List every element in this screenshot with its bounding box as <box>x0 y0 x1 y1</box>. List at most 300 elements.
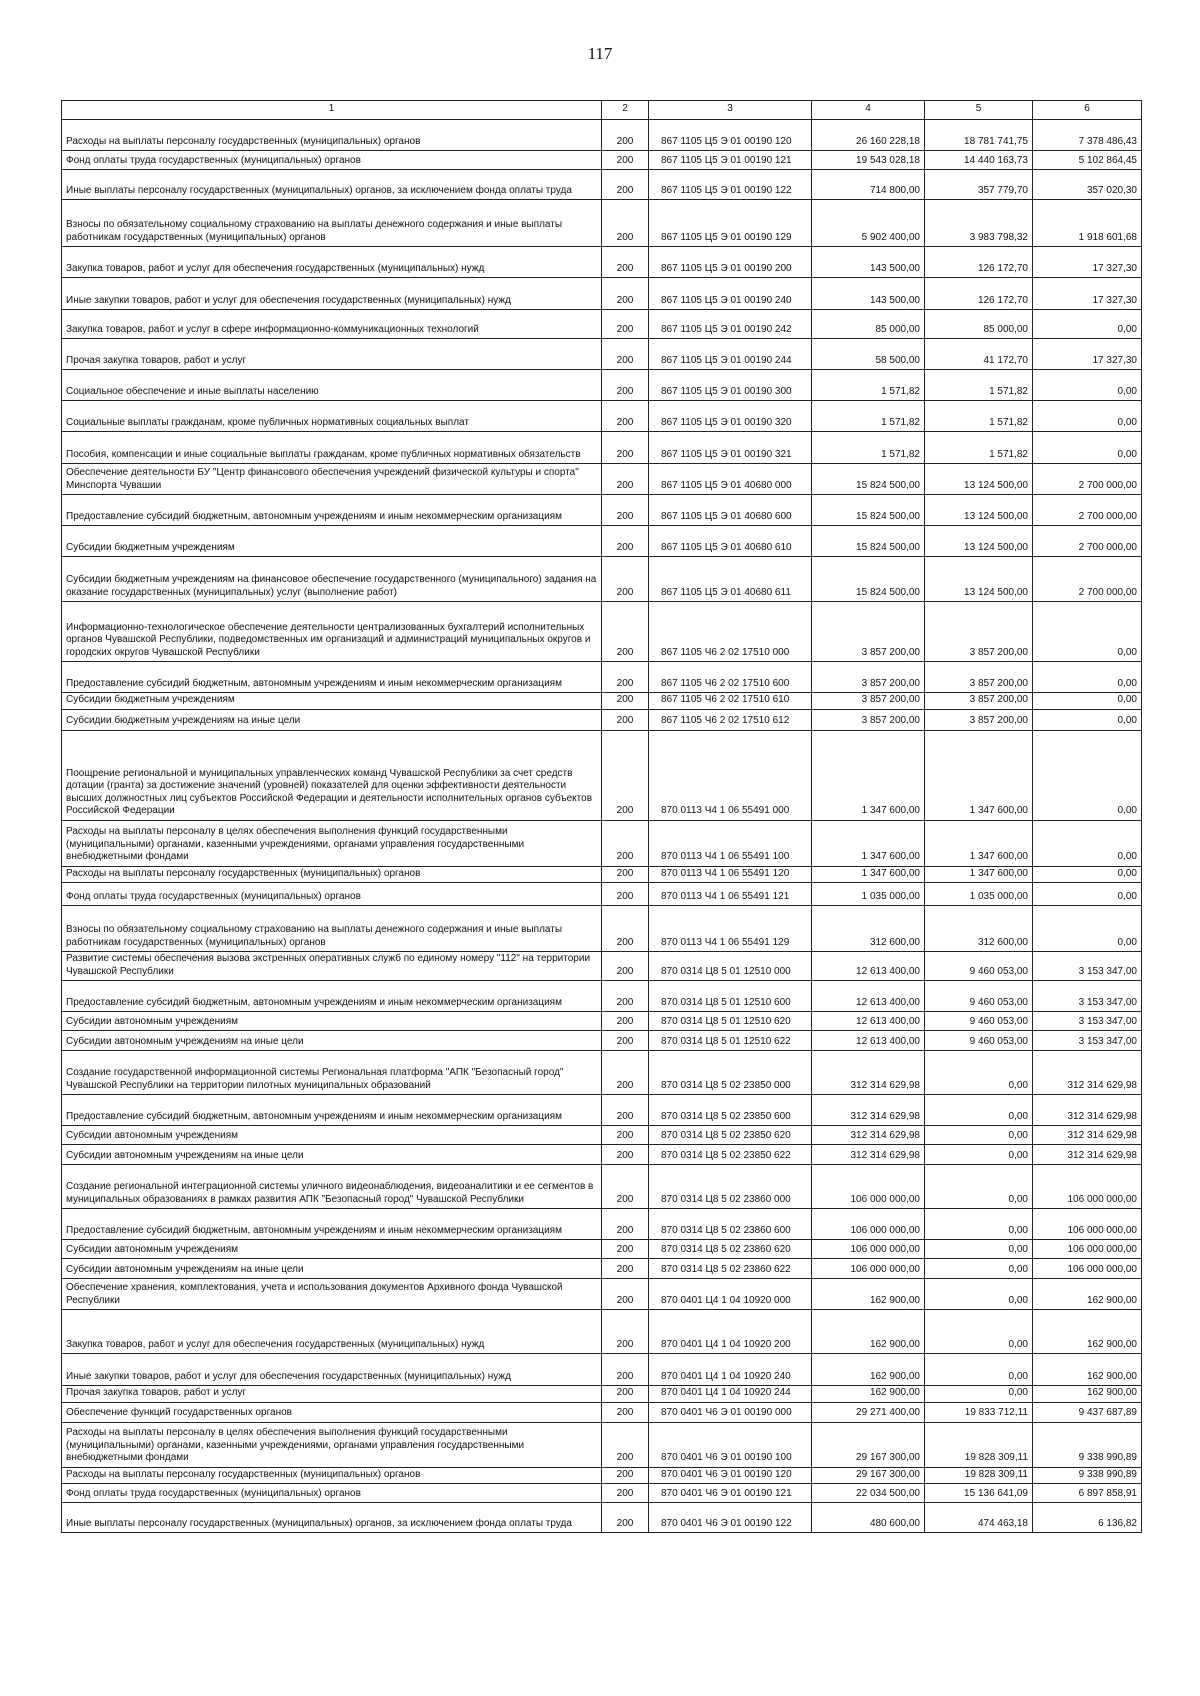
row-value-4: 3 857 200,00 <box>812 662 925 693</box>
row-value-4: 12 613 400,00 <box>812 981 925 1012</box>
row-value-4: 312 314 629,98 <box>812 1126 925 1145</box>
row-name: Субсидии автономным учреждениям на иные цели <box>62 1031 602 1051</box>
row-code: 200 <box>602 709 649 730</box>
row-name: Субсидии автономным учреждениям <box>62 1012 602 1031</box>
row-name: Закупка товаров, работ и услуг для обеспечения государственных (муниципальных) нужд <box>62 1310 602 1354</box>
table-row <box>62 170 1142 200</box>
row-value-4: 26 160 228,18 <box>812 120 925 151</box>
table-row <box>62 310 1142 339</box>
row-code: 200 <box>602 952 649 981</box>
row-kbk: 870 0113 Ч4 1 06 55491 129 <box>649 906 812 952</box>
row-name: Субсидии автономным учреждениям <box>62 1126 602 1145</box>
row-code: 200 <box>602 170 649 200</box>
header-cell-2: 2 <box>602 101 649 120</box>
row-value-4: 85 000,00 <box>812 310 925 339</box>
row-value-5: 13 124 500,00 <box>925 557 1033 602</box>
table-row <box>62 602 1142 662</box>
row-value-5: 3 857 200,00 <box>925 662 1033 693</box>
row-value-6: 3 153 347,00 <box>1033 1031 1142 1051</box>
table-row <box>62 709 1142 730</box>
row-value-6: 2 700 000,00 <box>1033 464 1142 495</box>
row-value-4: 106 000 000,00 <box>812 1209 925 1240</box>
row-value-4: 12 613 400,00 <box>812 952 925 981</box>
row-kbk: 867 1105 Ц5 Э 01 00190 242 <box>649 310 812 339</box>
row-code: 200 <box>602 278 649 310</box>
row-kbk: 870 0401 Ч6 Э 01 00190 120 <box>649 1467 812 1484</box>
row-value-5: 0,00 <box>925 1259 1033 1279</box>
row-name: Развитие системы обеспечения вызова экстренных оперативных служб по единому номеру "112" на территории Чувашской Республики <box>62 952 602 981</box>
row-code: 200 <box>602 310 649 339</box>
row-kbk: 867 1105 Ц5 Э 01 00190 129 <box>649 200 812 247</box>
row-value-6: 2 700 000,00 <box>1033 495 1142 526</box>
row-kbk: 870 0401 Ц4 1 04 10920 000 <box>649 1279 812 1310</box>
row-value-5: 15 136 641,09 <box>925 1484 1033 1503</box>
header-cell-6: 6 <box>1033 101 1142 120</box>
row-kbk: 867 1105 Ц5 Э 01 00190 244 <box>649 339 812 370</box>
row-name: Предоставление субсидий бюджетным, автономным учреждениям и иным некоммерческим организациям <box>62 1209 602 1240</box>
row-value-4: 1 347 600,00 <box>812 820 925 866</box>
row-kbk: 870 0113 Ч4 1 06 55491 100 <box>649 820 812 866</box>
row-kbk: 867 1105 Ч6 2 02 17510 600 <box>649 662 812 693</box>
row-name: Предоставление субсидий бюджетным, автономным учреждениям и иным некоммерческим организациям <box>62 1095 602 1126</box>
row-name: Социальное обеспечение и иные выплаты населению <box>62 370 602 401</box>
row-value-6: 312 314 629,98 <box>1033 1145 1142 1165</box>
row-value-5: 1 571,82 <box>925 370 1033 401</box>
row-name: Закупка товаров, работ и услуг в сфере информационно-коммуникационных технологий <box>62 310 602 339</box>
row-value-4: 162 900,00 <box>812 1310 925 1354</box>
row-kbk: 867 1105 Ц5 Э 01 40680 600 <box>649 495 812 526</box>
row-name: Обеспечение функций государственных органов <box>62 1402 602 1422</box>
row-kbk: 867 1105 Ц5 Э 01 00190 200 <box>649 247 812 278</box>
row-kbk: 870 0401 Ч6 Э 01 00190 122 <box>649 1503 812 1533</box>
row-value-4: 106 000 000,00 <box>812 1240 925 1259</box>
row-value-6: 9 437 687,89 <box>1033 1402 1142 1422</box>
row-name: Создание региональной интеграционной системы уличного видеонаблюдения, видеоаналитики и ее сегментов в муниципальных образованиях в рамках развития АПК "Безопасный город" Чувашской Республики <box>62 1165 602 1209</box>
row-name: Предоставление субсидий бюджетным, автономным учреждениям и иным некоммерческим организациям <box>62 495 602 526</box>
row-value-5: 0,00 <box>925 1051 1033 1095</box>
row-code: 200 <box>602 495 649 526</box>
row-value-5: 0,00 <box>925 1165 1033 1209</box>
row-code: 200 <box>602 339 649 370</box>
row-value-6: 0,00 <box>1033 310 1142 339</box>
row-code: 200 <box>602 602 649 662</box>
row-name: Субсидии бюджетным учреждениям <box>62 693 602 710</box>
row-value-6: 106 000 000,00 <box>1033 1259 1142 1279</box>
table-row <box>62 1126 1142 1145</box>
table-row <box>62 1354 1142 1386</box>
row-name: Расходы на выплаты персоналу государственных (муниципальных) органов <box>62 866 602 883</box>
row-value-6: 5 102 864,45 <box>1033 151 1142 170</box>
row-value-5: 312 600,00 <box>925 906 1033 952</box>
row-value-4: 312 600,00 <box>812 906 925 952</box>
table-row <box>62 1240 1142 1259</box>
row-code: 200 <box>602 247 649 278</box>
row-kbk: 870 0401 Ч6 Э 01 00190 121 <box>649 1484 812 1503</box>
row-value-4: 1 347 600,00 <box>812 866 925 883</box>
row-code: 200 <box>602 1145 649 1165</box>
row-code: 200 <box>602 906 649 952</box>
table-row <box>62 1031 1142 1051</box>
table-row <box>62 1484 1142 1503</box>
row-code: 200 <box>602 1165 649 1209</box>
row-value-6: 162 900,00 <box>1033 1279 1142 1310</box>
table-row <box>62 1012 1142 1031</box>
row-value-5: 126 172,70 <box>925 247 1033 278</box>
row-value-5: 0,00 <box>925 1386 1033 1403</box>
row-value-4: 312 314 629,98 <box>812 1095 925 1126</box>
row-value-4: 162 900,00 <box>812 1386 925 1403</box>
row-value-6: 17 327,30 <box>1033 247 1142 278</box>
row-value-6: 0,00 <box>1033 432 1142 464</box>
row-value-4: 12 613 400,00 <box>812 1031 925 1051</box>
row-kbk: 870 0314 Ц8 5 01 12510 000 <box>649 952 812 981</box>
table-row <box>62 464 1142 495</box>
row-value-4: 312 314 629,98 <box>812 1145 925 1165</box>
row-kbk: 867 1105 Ч6 2 02 17510 610 <box>649 693 812 710</box>
table-row <box>62 278 1142 310</box>
row-value-4: 162 900,00 <box>812 1279 925 1310</box>
row-code: 200 <box>602 1354 649 1386</box>
row-name: Расходы на выплаты персоналу государственных (муниципальных) органов <box>62 120 602 151</box>
row-value-5: 3 983 798,32 <box>925 200 1033 247</box>
row-value-6: 0,00 <box>1033 866 1142 883</box>
row-value-5: 3 857 200,00 <box>925 693 1033 710</box>
row-value-4: 1 571,82 <box>812 432 925 464</box>
row-value-5: 19 833 712,11 <box>925 1402 1033 1422</box>
row-value-4: 143 500,00 <box>812 278 925 310</box>
row-value-6: 0,00 <box>1033 662 1142 693</box>
row-kbk: 870 0401 Ч6 Э 01 00190 000 <box>649 1402 812 1422</box>
row-name: Фонд оплаты труда государственных (муниципальных) органов <box>62 883 602 906</box>
table-row <box>62 662 1142 693</box>
row-code: 200 <box>602 432 649 464</box>
row-code: 200 <box>602 1467 649 1484</box>
row-name: Фонд оплаты труда государственных (муниципальных) органов <box>62 1484 602 1503</box>
table-row <box>62 1145 1142 1165</box>
row-value-6: 0,00 <box>1033 820 1142 866</box>
row-name: Иные выплаты персоналу государственных (муниципальных) органов, за исключением фонда оплаты труда <box>62 170 602 200</box>
row-value-4: 29 167 300,00 <box>812 1467 925 1484</box>
row-code: 200 <box>602 1503 649 1533</box>
row-value-6: 0,00 <box>1033 602 1142 662</box>
row-code: 200 <box>602 981 649 1012</box>
row-name: Пособия, компенсации и иные социальные выплаты гражданам, кроме публичных нормативных обязательств <box>62 432 602 464</box>
row-value-6: 3 153 347,00 <box>1033 1012 1142 1031</box>
row-kbk: 867 1105 Ц5 Э 01 40680 610 <box>649 526 812 557</box>
row-value-6: 3 153 347,00 <box>1033 952 1142 981</box>
table-row <box>62 1467 1142 1484</box>
row-code: 200 <box>602 200 649 247</box>
row-value-4: 12 613 400,00 <box>812 1012 925 1031</box>
table-row <box>62 401 1142 432</box>
budget-table <box>61 100 1142 1533</box>
header-row <box>62 101 1142 120</box>
row-value-6: 2 700 000,00 <box>1033 526 1142 557</box>
row-value-6: 0,00 <box>1033 883 1142 906</box>
row-value-5: 0,00 <box>925 1126 1033 1145</box>
row-name: Закупка товаров, работ и услуг для обеспечения государственных (муниципальных) нужд <box>62 247 602 278</box>
row-value-5: 357 779,70 <box>925 170 1033 200</box>
row-name: Расходы на выплаты персоналу в целях обеспечения выполнения функций государственными (муниципальными) органами, казенными учреждениями, органами управления государственными внебюджетными фондами <box>62 1422 602 1467</box>
row-value-4: 3 857 200,00 <box>812 602 925 662</box>
row-kbk: 867 1105 Ц5 Э 01 00190 120 <box>649 120 812 151</box>
row-code: 200 <box>602 1209 649 1240</box>
row-code: 200 <box>602 151 649 170</box>
row-code: 200 <box>602 1095 649 1126</box>
row-name: Социальные выплаты гражданам, кроме публичных нормативных социальных выплат <box>62 401 602 432</box>
row-kbk: 870 0401 Ц4 1 04 10920 200 <box>649 1310 812 1354</box>
row-value-4: 143 500,00 <box>812 247 925 278</box>
row-value-6: 7 378 486,43 <box>1033 120 1142 151</box>
table-row <box>62 693 1142 710</box>
row-kbk: 870 0314 Ц8 5 02 23860 600 <box>649 1209 812 1240</box>
row-value-5: 0,00 <box>925 1354 1033 1386</box>
row-kbk: 867 1105 Ц5 Э 01 00190 300 <box>649 370 812 401</box>
row-code: 200 <box>602 1012 649 1031</box>
table-row <box>62 432 1142 464</box>
row-value-6: 6 897 858,91 <box>1033 1484 1142 1503</box>
row-value-4: 15 824 500,00 <box>812 495 925 526</box>
row-kbk: 870 0314 Ц8 5 02 23850 622 <box>649 1145 812 1165</box>
row-value-4: 3 857 200,00 <box>812 693 925 710</box>
row-value-5: 9 460 053,00 <box>925 952 1033 981</box>
row-value-6: 162 900,00 <box>1033 1354 1142 1386</box>
row-kbk: 870 0314 Ц8 5 02 23860 620 <box>649 1240 812 1259</box>
row-code: 200 <box>602 557 649 602</box>
table-row <box>62 1279 1142 1310</box>
row-code: 200 <box>602 1386 649 1403</box>
row-value-6: 106 000 000,00 <box>1033 1240 1142 1259</box>
row-value-4: 106 000 000,00 <box>812 1259 925 1279</box>
row-name: Предоставление субсидий бюджетным, автономным учреждениям и иным некоммерческим организациям <box>62 981 602 1012</box>
row-kbk: 870 0401 Ц4 1 04 10920 244 <box>649 1386 812 1403</box>
row-name: Расходы на выплаты персоналу государственных (муниципальных) органов <box>62 1467 602 1484</box>
row-value-5: 85 000,00 <box>925 310 1033 339</box>
row-value-4: 162 900,00 <box>812 1354 925 1386</box>
table-row <box>62 730 1142 820</box>
row-value-6: 312 314 629,98 <box>1033 1126 1142 1145</box>
row-value-6: 17 327,30 <box>1033 278 1142 310</box>
row-value-6: 0,00 <box>1033 906 1142 952</box>
page-number: 117 <box>587 44 613 63</box>
table-row <box>62 906 1142 952</box>
table-row <box>62 557 1142 602</box>
table-row <box>62 370 1142 401</box>
row-name: Расходы на выплаты персоналу в целях обеспечения выполнения функций государственными (муниципальными) органами, казенными учреждениями, органами управления государственными внебюджетными фондами <box>62 820 602 866</box>
row-kbk: 870 0314 Ц8 5 01 12510 600 <box>649 981 812 1012</box>
row-name: Субсидии автономным учреждениям на иные цели <box>62 1145 602 1165</box>
row-value-4: 714 800,00 <box>812 170 925 200</box>
row-name: Иные закупки товаров, работ и услуг для обеспечения государственных (муниципальных) нужд <box>62 278 602 310</box>
table-row <box>62 526 1142 557</box>
row-value-6: 106 000 000,00 <box>1033 1165 1142 1209</box>
row-code: 200 <box>602 662 649 693</box>
table-row <box>62 1386 1142 1403</box>
row-code: 200 <box>602 883 649 906</box>
table-row <box>62 1165 1142 1209</box>
row-value-5: 9 460 053,00 <box>925 981 1033 1012</box>
row-value-5: 0,00 <box>925 1279 1033 1310</box>
row-name: Фонд оплаты труда государственных (муниципальных) органов <box>62 151 602 170</box>
row-name: Обеспечение хранения, комплектования, учета и использования документов Архивного фонда Чувашской Республики <box>62 1279 602 1310</box>
row-value-5: 19 828 309,11 <box>925 1467 1033 1484</box>
row-value-5: 14 440 163,73 <box>925 151 1033 170</box>
table-row <box>62 247 1142 278</box>
row-value-5: 0,00 <box>925 1310 1033 1354</box>
row-value-6: 17 327,30 <box>1033 339 1142 370</box>
table-row <box>62 866 1142 883</box>
table-row <box>62 339 1142 370</box>
row-value-5: 3 857 200,00 <box>925 709 1033 730</box>
row-value-4: 5 902 400,00 <box>812 200 925 247</box>
row-value-5: 41 172,70 <box>925 339 1033 370</box>
row-value-6: 312 314 629,98 <box>1033 1051 1142 1095</box>
table-row <box>62 495 1142 526</box>
row-value-5: 13 124 500,00 <box>925 464 1033 495</box>
row-kbk: 870 0113 Ч4 1 06 55491 121 <box>649 883 812 906</box>
row-value-5: 1 347 600,00 <box>925 866 1033 883</box>
row-kbk: 867 1105 Ц5 Э 01 40680 000 <box>649 464 812 495</box>
table-row <box>62 1503 1142 1533</box>
row-name: Субсидии бюджетным учреждениям на финансовое обеспечение государственного (муниципального) задания на оказание государственных (муниципальных) услуг (выполнение работ) <box>62 557 602 602</box>
row-value-4: 480 600,00 <box>812 1503 925 1533</box>
row-kbk: 870 0314 Ц8 5 02 23860 000 <box>649 1165 812 1209</box>
row-name: Прочая закупка товаров, работ и услуг <box>62 339 602 370</box>
row-value-5: 9 460 053,00 <box>925 1031 1033 1051</box>
row-name: Информационно-технологическое обеспечение деятельности централизованных бухгалтерий исполнительных органов Чувашской Республики, подведомственных им организаций и администраций муниципальных округов и городских округов Чувашской Республики <box>62 602 602 662</box>
row-name: Взносы по обязательному социальному страхованию на выплаты денежного содержания и иные выплаты работникам государственных (муниципальных) органов <box>62 906 602 952</box>
row-kbk: 867 1105 Ц5 Э 01 00190 240 <box>649 278 812 310</box>
row-value-4: 3 857 200,00 <box>812 709 925 730</box>
row-value-5: 0,00 <box>925 1145 1033 1165</box>
row-code: 200 <box>602 1422 649 1467</box>
row-value-4: 1 571,82 <box>812 401 925 432</box>
row-value-6: 0,00 <box>1033 730 1142 820</box>
table-row <box>62 1051 1142 1095</box>
row-value-5: 1 571,82 <box>925 401 1033 432</box>
row-value-4: 1 347 600,00 <box>812 730 925 820</box>
row-name: Субсидии автономным учреждениям на иные цели <box>62 1259 602 1279</box>
row-code: 200 <box>602 1051 649 1095</box>
row-value-5: 3 857 200,00 <box>925 602 1033 662</box>
row-name: Взносы по обязательному социальному страхованию на выплаты денежного содержания и иные выплаты работникам государственных (муниципальных) органов <box>62 200 602 247</box>
row-value-6: 0,00 <box>1033 401 1142 432</box>
row-kbk: 870 0113 Ч4 1 06 55491 120 <box>649 866 812 883</box>
row-name: Предоставление субсидий бюджетным, автономным учреждениям и иным некоммерческим организациям <box>62 662 602 693</box>
row-code: 200 <box>602 1031 649 1051</box>
row-value-5: 0,00 <box>925 1095 1033 1126</box>
row-kbk: 870 0314 Ц8 5 02 23850 000 <box>649 1051 812 1095</box>
row-value-6: 312 314 629,98 <box>1033 1095 1142 1126</box>
header-cell-1: 1 <box>62 101 602 120</box>
row-value-6: 0,00 <box>1033 370 1142 401</box>
row-kbk: 867 1105 Ц5 Э 01 00190 121 <box>649 151 812 170</box>
row-value-6: 162 900,00 <box>1033 1386 1142 1403</box>
row-name: Создание государственной информационной системы Региональная платформа "АПК "Безопасный город" Чувашской Республики на территории пилотных муниципальных образований <box>62 1051 602 1095</box>
table-row <box>62 120 1142 151</box>
row-value-5: 1 035 000,00 <box>925 883 1033 906</box>
row-value-4: 1 035 000,00 <box>812 883 925 906</box>
row-value-5: 1 571,82 <box>925 432 1033 464</box>
row-code: 200 <box>602 866 649 883</box>
row-value-5: 0,00 <box>925 1240 1033 1259</box>
row-code: 200 <box>602 401 649 432</box>
row-code: 200 <box>602 1126 649 1145</box>
row-value-5: 1 347 600,00 <box>925 730 1033 820</box>
row-name: Прочая закупка товаров, работ и услуг <box>62 1386 602 1403</box>
row-code: 200 <box>602 464 649 495</box>
row-kbk: 867 1105 Ч6 2 02 17510 612 <box>649 709 812 730</box>
row-value-4: 15 824 500,00 <box>812 464 925 495</box>
row-value-6: 106 000 000,00 <box>1033 1209 1142 1240</box>
row-code: 200 <box>602 370 649 401</box>
row-kbk: 870 0401 Ц4 1 04 10920 240 <box>649 1354 812 1386</box>
row-code: 200 <box>602 1279 649 1310</box>
row-value-6: 6 136,82 <box>1033 1503 1142 1533</box>
row-name: Обеспечение деятельности БУ "Центр финансового обеспечения учреждений физической культуры и спорта" Минспорта Чувашии <box>62 464 602 495</box>
row-code: 200 <box>602 1240 649 1259</box>
table-row <box>62 981 1142 1012</box>
row-code: 200 <box>602 1259 649 1279</box>
row-code: 200 <box>602 1484 649 1503</box>
row-kbk: 870 0314 Ц8 5 01 12510 622 <box>649 1031 812 1051</box>
table-row <box>62 952 1142 981</box>
row-value-4: 22 034 500,00 <box>812 1484 925 1503</box>
row-value-4: 1 571,82 <box>812 370 925 401</box>
row-value-4: 29 167 300,00 <box>812 1422 925 1467</box>
row-value-5: 19 828 309,11 <box>925 1422 1033 1467</box>
row-value-6: 3 153 347,00 <box>1033 981 1142 1012</box>
row-value-5: 1 347 600,00 <box>925 820 1033 866</box>
row-code: 200 <box>602 526 649 557</box>
row-kbk: 867 1105 Ц5 Э 01 00190 320 <box>649 401 812 432</box>
row-name: Иные выплаты персоналу государственных (муниципальных) органов, за исключением фонда оплаты труда <box>62 1503 602 1533</box>
row-value-4: 19 543 028,18 <box>812 151 925 170</box>
row-value-4: 29 271 400,00 <box>812 1402 925 1422</box>
header-cell-4: 4 <box>812 101 925 120</box>
table-row <box>62 1422 1142 1467</box>
row-value-4: 106 000 000,00 <box>812 1165 925 1209</box>
row-value-4: 58 500,00 <box>812 339 925 370</box>
row-value-5: 18 781 741,75 <box>925 120 1033 151</box>
row-value-5: 9 460 053,00 <box>925 1012 1033 1031</box>
table-row <box>62 883 1142 906</box>
row-name: Субсидии бюджетным учреждениям <box>62 526 602 557</box>
row-value-6: 162 900,00 <box>1033 1310 1142 1354</box>
row-name: Субсидии бюджетным учреждениям на иные цели <box>62 709 602 730</box>
row-code: 200 <box>602 1402 649 1422</box>
table-row <box>62 1402 1142 1422</box>
row-kbk: 867 1105 Ц5 Э 01 40680 611 <box>649 557 812 602</box>
row-code: 200 <box>602 120 649 151</box>
row-value-6: 9 338 990,89 <box>1033 1422 1142 1467</box>
row-name: Поощрение региональной и муниципальных управленческих команд Чувашской Республики за счет средств дотации (гранта) за достижение значений (уровней) показателей для оценки эффективности деятельности высших должностных лиц субъектов Российской Федерации и деятельности исполнительных органов субъектов Российской Федерации <box>62 730 602 820</box>
row-code: 200 <box>602 730 649 820</box>
row-kbk: 870 0314 Ц8 5 02 23860 622 <box>649 1259 812 1279</box>
row-kbk: 867 1105 Ц5 Э 01 00190 122 <box>649 170 812 200</box>
row-value-6: 357 020,30 <box>1033 170 1142 200</box>
header-cell-5: 5 <box>925 101 1033 120</box>
row-value-6: 0,00 <box>1033 693 1142 710</box>
row-value-5: 13 124 500,00 <box>925 495 1033 526</box>
row-value-6: 2 700 000,00 <box>1033 557 1142 602</box>
row-name: Иные закупки товаров, работ и услуг для обеспечения государственных (муниципальных) нужд <box>62 1354 602 1386</box>
row-kbk: 867 1105 Ц5 Э 01 00190 321 <box>649 432 812 464</box>
row-kbk: 867 1105 Ч6 2 02 17510 000 <box>649 602 812 662</box>
row-value-5: 474 463,18 <box>925 1503 1033 1533</box>
row-value-6: 9 338 990,89 <box>1033 1467 1142 1484</box>
row-value-4: 15 824 500,00 <box>812 557 925 602</box>
